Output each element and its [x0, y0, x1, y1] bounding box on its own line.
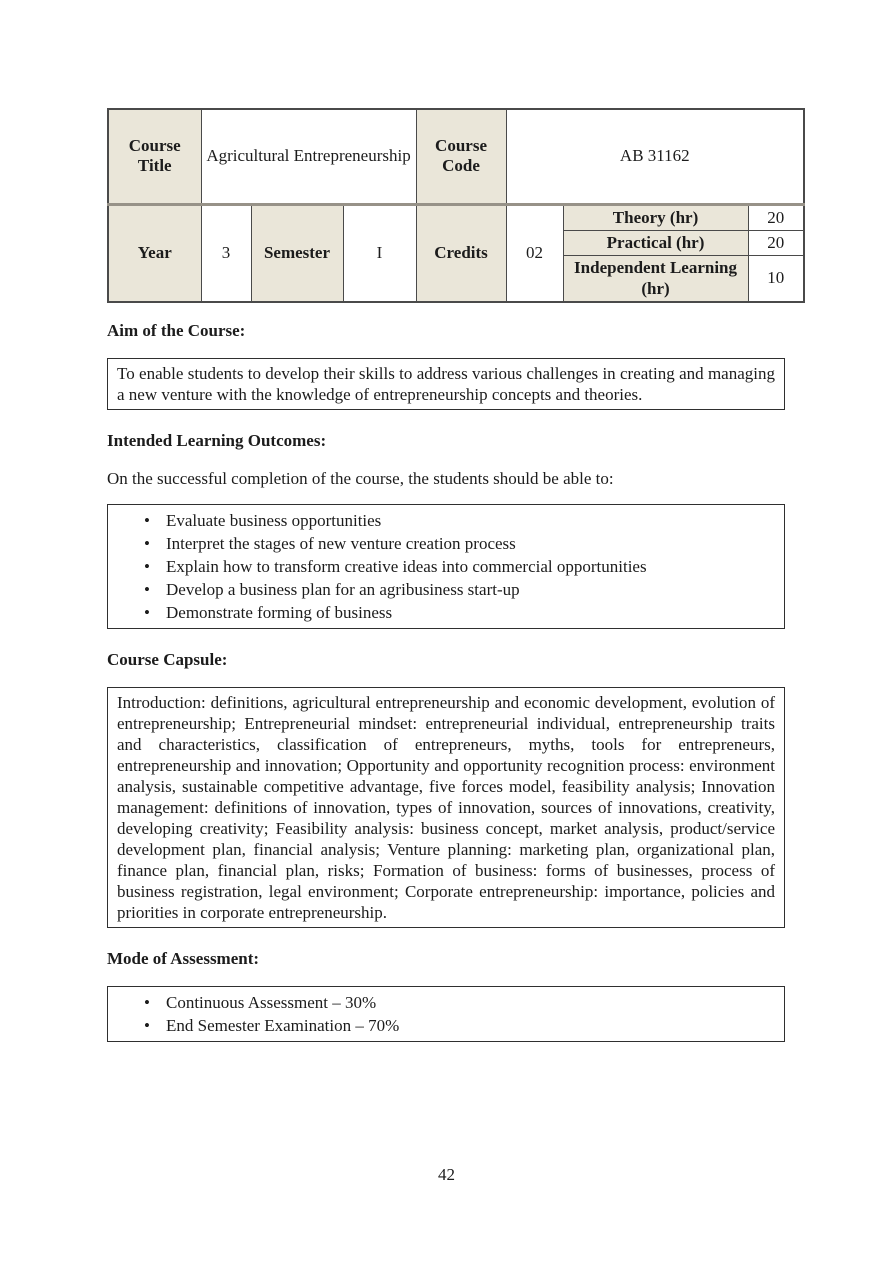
semester-label: Semester — [251, 204, 343, 302]
year-label: Year — [108, 204, 201, 302]
assessment-list-box — [107, 986, 785, 1042]
ilo-list — [117, 509, 775, 624]
page-number: 42 — [438, 1165, 455, 1184]
independent-learning-hours-value: 10 — [748, 256, 804, 302]
table-detail-row — [108, 204, 804, 230]
year-value: 3 — [201, 204, 251, 302]
assessment-list-item: • Continuous Assessment – 30% — [144, 991, 775, 1014]
semester-value: I — [343, 204, 416, 302]
assessment-heading: Mode of Assessment: — [107, 949, 260, 969]
course-code-value: AB 31162 — [506, 109, 804, 204]
ilo-list-item: • Develop a business plan for an agribusiness start-up — [144, 578, 775, 601]
theory-hours-label: Theory (hr) — [563, 204, 748, 230]
ilo-heading: Intended Learning Outcomes: — [107, 431, 327, 451]
course-info-table — [107, 108, 805, 303]
assessment-list — [117, 991, 775, 1037]
theory-hours-value: 20 — [748, 204, 804, 230]
credits-value: 02 — [506, 204, 563, 302]
aim-text-box: To enable students to develop their skills to address various challenges in creating and managing a new venture with the knowledge of entrepreneurship concepts and theories. — [107, 358, 785, 410]
ilo-intro-text: On the successful completion of the course, the students should be able to: — [107, 469, 614, 489]
ilo-list-item: • Demonstrate forming of business — [144, 601, 775, 624]
ilo-list-item: • Interpret the stages of new venture creation process — [144, 532, 775, 555]
capsule-heading: Course Capsule: — [107, 650, 228, 670]
credits-label: Credits — [416, 204, 506, 302]
course-title-label: Course Title — [108, 109, 201, 204]
course-title-value: Agricultural Entrepreneurship — [201, 109, 416, 204]
independent-learning-hours-label: Independent Learning (hr) — [563, 256, 748, 302]
course-code-label: Course Code — [416, 109, 506, 204]
assessment-list-item: • End Semester Examination – 70% — [144, 1014, 775, 1037]
practical-hours-label: Practical (hr) — [563, 230, 748, 255]
table-header-row — [108, 109, 804, 204]
aim-heading: Aim of the Course: — [107, 321, 246, 341]
capsule-text-box: Introduction: definitions, agricultural entrepreneurship and economic development, evolution of entrepreneurship; Entrepreneurial mindset: entrepreneurial individual, entrepreneurship traits and characteristics, classification of entrepreneurs, myths, tools for entrepreneurs, entrepreneurship and innovation; Opportunity and opportunity recognition process: environment analysis, sustainable competitive advantage, five forces model, feasibility analysis; Innovation management: definitions of innovation, types of innovation, sources of innovations, creativity, developing creativity; Feasibility analysis: business concept, market analysis, product/service development plan, financial analysis; Venture planning: marketing plan, organizational plan, finance plan, financial plan, risks; Formation of business: forms of businesses, process of business registration, legal environment; Corporate entrepreneurship: importance, policies and priorities in corporate entrepreneurship. — [107, 687, 785, 928]
practical-hours-value: 20 — [748, 230, 804, 255]
ilo-list-item: • Explain how to transform creative ideas into commercial opportunities — [144, 555, 775, 578]
ilo-list-box — [107, 504, 785, 629]
page-content — [107, 108, 803, 1063]
ilo-list-item: • Evaluate business opportunities — [144, 509, 775, 532]
